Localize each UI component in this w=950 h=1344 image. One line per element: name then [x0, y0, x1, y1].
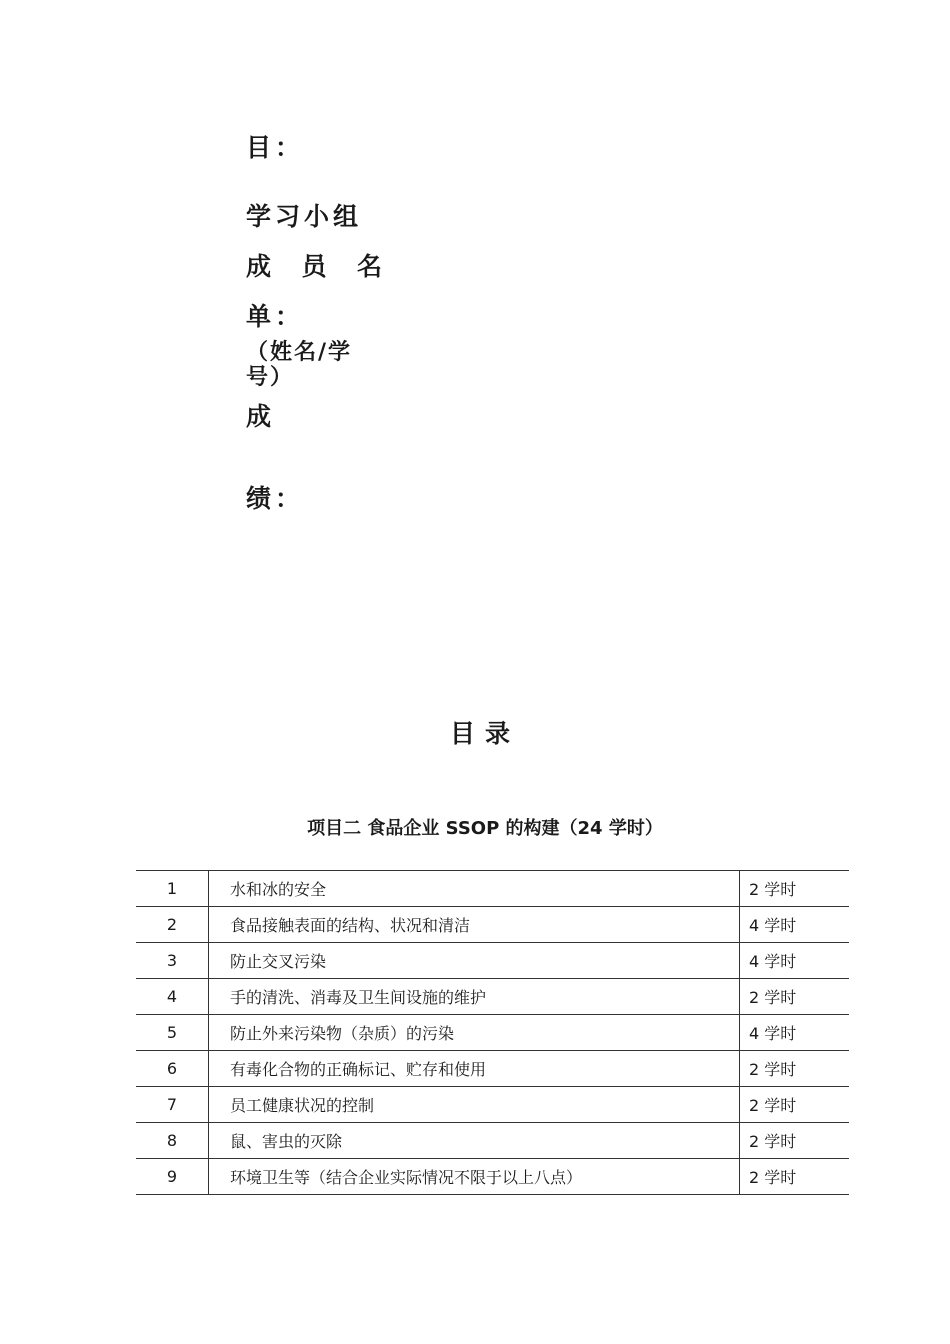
- group-label-line5: 号）: [246, 365, 295, 390]
- row-topic: 有毒化合物的正确标记、贮存和使用: [209, 1051, 740, 1087]
- group-label-line2: [246, 254, 386, 279]
- row-number: 4: [136, 979, 209, 1015]
- score-label-line2: 绩：: [246, 484, 305, 513]
- table-row: [136, 871, 849, 907]
- row-number: 2: [136, 907, 209, 943]
- row-hours: 4 学时: [740, 943, 850, 979]
- table-row: [136, 943, 849, 979]
- table-row: [136, 979, 849, 1015]
- row-topic: 环境卫生等（结合企业实际情况不限于以上八点）: [209, 1159, 740, 1195]
- table-row: [136, 907, 849, 943]
- row-number: 5: [136, 1015, 209, 1051]
- row-topic: 食品接触表面的结构、状况和清洁: [209, 907, 740, 943]
- table-row: [136, 1123, 849, 1159]
- row-hours: 4 学时: [740, 907, 850, 943]
- row-number: 8: [136, 1123, 209, 1159]
- group-label-char: 员: [301, 252, 331, 281]
- row-number: 3: [136, 943, 209, 979]
- row-hours: 4 学时: [740, 1015, 850, 1051]
- row-number: 1: [136, 871, 209, 907]
- project-title: 项目二 食品企业 SSOP 的构建（24 学时）: [307, 818, 663, 839]
- table-row: [136, 1015, 849, 1051]
- schedule-table: [136, 870, 849, 1195]
- row-number: 9: [136, 1159, 209, 1195]
- table-row: [136, 1087, 849, 1123]
- group-label-char: 名: [356, 252, 386, 281]
- row-topic: 手的清洗、消毒及卫生间设施的维护: [209, 979, 740, 1015]
- row-hours: 2 学时: [740, 1123, 850, 1159]
- row-topic: 防止交叉污染: [209, 943, 740, 979]
- row-hours: 2 学时: [740, 1159, 850, 1195]
- row-hours: 2 学时: [740, 1087, 850, 1123]
- table-row: [136, 1051, 849, 1087]
- group-label-line4: （姓名/学: [246, 340, 353, 365]
- table-row: [136, 1159, 849, 1195]
- group-label-char: 成: [246, 252, 276, 281]
- row-hours: 2 学时: [740, 1051, 850, 1087]
- row-hours: 2 学时: [740, 979, 850, 1015]
- score-label-line1: 成: [246, 402, 276, 431]
- row-topic: 鼠、害虫的灭除: [209, 1123, 740, 1159]
- toc-title: 目录: [449, 719, 520, 748]
- row-hours: 2 学时: [740, 871, 850, 907]
- group-label-line1: 学习小组: [246, 202, 363, 231]
- row-topic: 员工健康状况的控制: [209, 1087, 740, 1123]
- row-number: 7: [136, 1087, 209, 1123]
- row-topic: 防止外来污染物（杂质）的污染: [209, 1015, 740, 1051]
- row-number: 6: [136, 1051, 209, 1087]
- topic-label: 目：: [246, 133, 305, 162]
- row-topic: 水和冰的安全: [209, 871, 740, 907]
- group-label-line3: 单：: [246, 302, 305, 331]
